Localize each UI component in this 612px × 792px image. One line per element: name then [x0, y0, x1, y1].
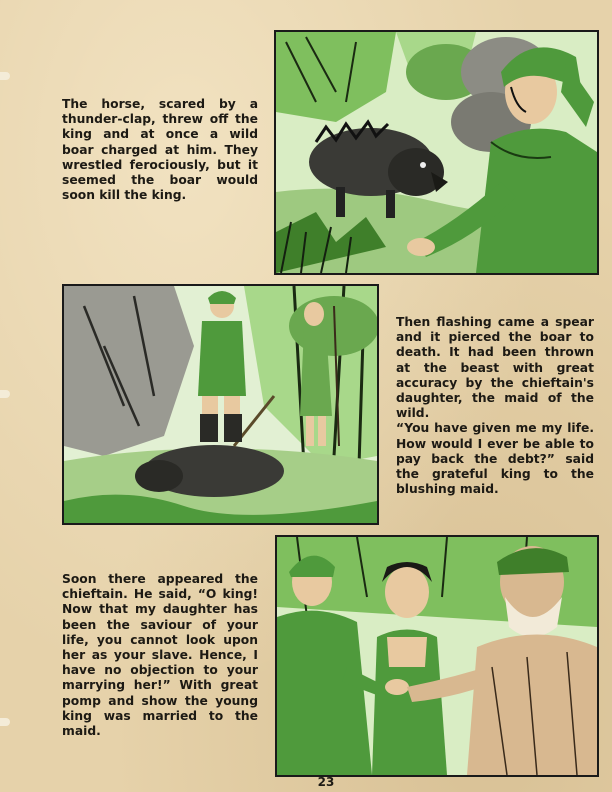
- binding-hole: [0, 72, 10, 80]
- illustration-marriage: [277, 537, 597, 775]
- caption-horse-boar: The horse, scared by a thunder-clap, threw off the king and at once a wild boar charged at him. They wrestled ferociously, but it seemed the boar would soon kill the king.: [62, 97, 258, 203]
- caption-spear: [396, 315, 594, 497]
- illustration-boar-attack: [276, 32, 597, 273]
- binding-hole: [0, 718, 10, 726]
- caption-king-speech: “You have given me my life. How would I ever be able to pay back the debt?” said the grateful king to the blushing maid.: [396, 421, 594, 497]
- caption-spear-narration: Then flashing came a spear and it pierced the boar to death. It had been thrown at the beast with great accuracy by the chieftain's daughter, the maid of the wild.: [396, 315, 594, 421]
- page-number: 23: [317, 775, 335, 789]
- illustration-slain-boar: [64, 286, 377, 523]
- panel-boar-attack: [274, 30, 599, 275]
- binding-hole: [0, 390, 10, 398]
- panel-marriage: [275, 535, 599, 777]
- panel-slain-boar: [62, 284, 379, 525]
- caption-chieftain: Soon there appeared the chieftain. He said, “O king! Now that my daughter has been the saviour of your life, you cannot look upon her as your slave. Hence, I have no objection to your marrying her!” With great pomp and show the young king was married to the maid.: [62, 572, 258, 739]
